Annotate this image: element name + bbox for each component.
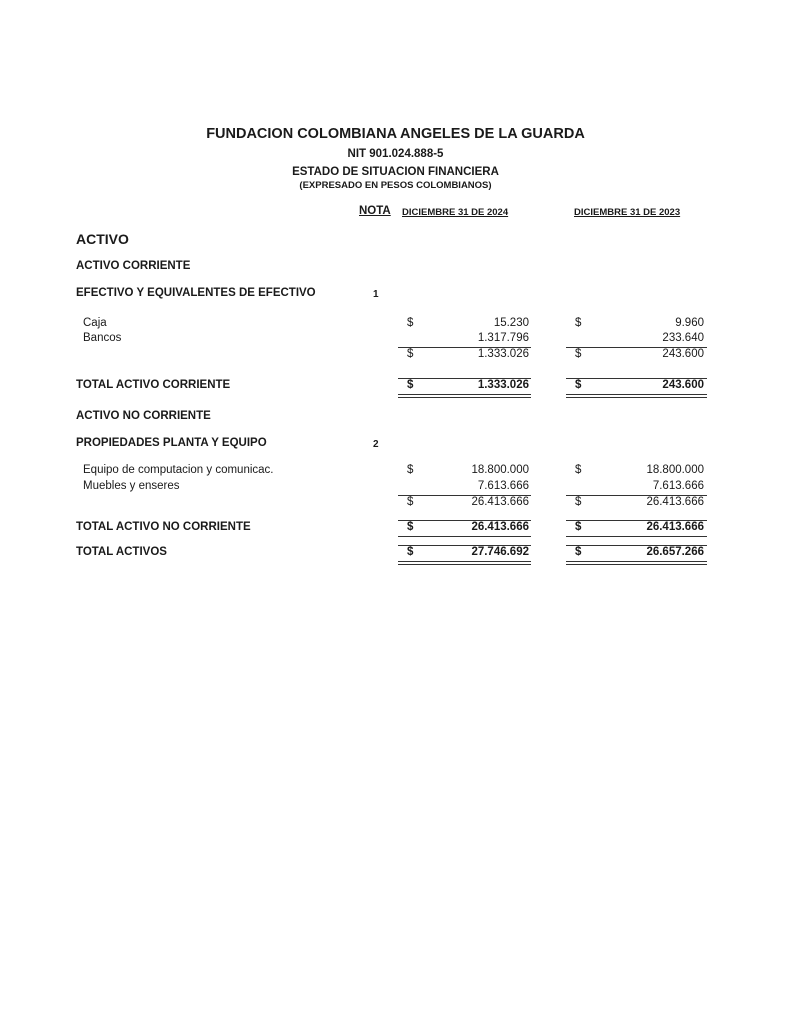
currency-symbol: $ bbox=[575, 379, 582, 391]
row-label: Caja bbox=[83, 317, 107, 329]
nit-number: NIT 901.024.888-5 bbox=[347, 148, 444, 160]
grand-total-2024: 27.746.692 bbox=[471, 546, 529, 558]
double-underline bbox=[398, 394, 531, 398]
total-activo-no-corriente-label: TOTAL ACTIVO NO CORRIENTE bbox=[76, 521, 251, 533]
group-ppe: PROPIEDADES PLANTA Y EQUIPO bbox=[76, 437, 267, 449]
total-2024: 1.333.026 bbox=[477, 379, 529, 391]
currency-symbol: $ bbox=[407, 348, 414, 360]
row-label: Bancos bbox=[83, 332, 122, 344]
subtotal-2024: 1.333.026 bbox=[477, 348, 529, 360]
value-2023: 18.800.000 bbox=[646, 464, 704, 476]
value-2024: 15.230 bbox=[493, 317, 529, 329]
organization-name: FUNDACION COLOMBIANA ANGELES DE LA GUARDA bbox=[206, 126, 585, 142]
currency-symbol: $ bbox=[575, 464, 582, 476]
subtotal-2023: 26.413.666 bbox=[646, 496, 704, 508]
currency-symbol: $ bbox=[407, 317, 414, 329]
subtotal-2023: 243.600 bbox=[662, 348, 704, 360]
total-2024: 26.413.666 bbox=[471, 521, 529, 533]
note-reference: 2 bbox=[373, 439, 379, 450]
value-2023: 233.640 bbox=[662, 332, 704, 344]
grand-total-2023: 26.657.266 bbox=[646, 546, 704, 558]
subtotal-2024: 26.413.666 bbox=[471, 496, 529, 508]
currency-symbol: $ bbox=[407, 521, 414, 533]
currency-symbol: $ bbox=[407, 496, 414, 508]
value-2024: 7.613.666 bbox=[477, 480, 529, 492]
double-underline bbox=[566, 394, 707, 398]
currency-symbol: $ bbox=[575, 348, 582, 360]
nota-column-header: NOTA bbox=[359, 205, 391, 217]
total-2023: 243.600 bbox=[662, 379, 704, 391]
row-label: Equipo de computacion y comunicac. bbox=[83, 464, 274, 476]
period-2024-header: DICIEMBRE 31 DE 2024 bbox=[402, 207, 509, 218]
total-underline bbox=[566, 536, 707, 537]
currency-symbol: $ bbox=[407, 379, 414, 391]
currency-symbol: $ bbox=[575, 317, 582, 329]
group-efectivo: EFECTIVO Y EQUIVALENTES DE EFECTIVO bbox=[76, 287, 316, 299]
currency-symbol: $ bbox=[407, 464, 414, 476]
row-label: Muebles y enseres bbox=[83, 480, 180, 492]
total-activos-label: TOTAL ACTIVOS bbox=[76, 546, 167, 558]
double-underline bbox=[566, 561, 707, 565]
currency-symbol: $ bbox=[575, 496, 582, 508]
total-activo-corriente-label: TOTAL ACTIVO CORRIENTE bbox=[76, 379, 231, 391]
section-activo: ACTIVO bbox=[76, 231, 129, 247]
total-underline bbox=[398, 536, 531, 537]
value-2023: 9.960 bbox=[675, 317, 704, 329]
value-2024: 18.800.000 bbox=[471, 464, 529, 476]
value-2024: 1.317.796 bbox=[477, 332, 529, 344]
currency-subtitle: (EXPRESADO EN PESOS COLOMBIANOS) bbox=[299, 180, 492, 191]
currency-symbol: $ bbox=[575, 521, 582, 533]
currency-symbol: $ bbox=[407, 546, 414, 558]
currency-symbol: $ bbox=[575, 546, 582, 558]
total-2023: 26.413.666 bbox=[646, 521, 704, 533]
period-2023-header: DICIEMBRE 31 DE 2023 bbox=[574, 207, 681, 218]
section-activo-corriente: ACTIVO CORRIENTE bbox=[76, 260, 191, 272]
section-activo-no-corriente: ACTIVO NO CORRIENTE bbox=[76, 410, 211, 422]
double-underline bbox=[398, 561, 531, 565]
statement-title: ESTADO DE SITUACION FINANCIERA bbox=[292, 166, 499, 178]
value-2023: 7.613.666 bbox=[652, 480, 704, 492]
note-reference: 1 bbox=[373, 289, 379, 300]
